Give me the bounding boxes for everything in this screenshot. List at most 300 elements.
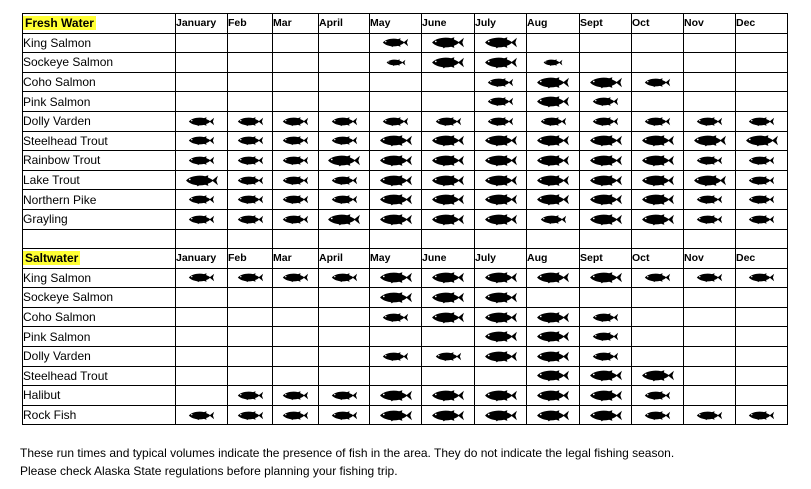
month-cell (273, 209, 319, 229)
fish-icon (237, 175, 264, 186)
month-cell (422, 209, 475, 229)
month-header: Oct (632, 14, 684, 34)
fish-icon (644, 390, 671, 401)
fish-icon (644, 272, 671, 283)
month-cell (176, 72, 228, 92)
month-cell (684, 170, 736, 190)
fish-icon (487, 116, 514, 127)
month-cell (684, 307, 736, 327)
fish-icon (484, 56, 518, 69)
month-cell (580, 151, 632, 171)
species-row (23, 386, 788, 406)
species-row (23, 53, 788, 73)
month-cell (527, 268, 580, 288)
saltwater-section-title-cell (23, 249, 176, 269)
fish-icon (693, 174, 727, 187)
month-cell (527, 111, 580, 131)
month-cell (684, 386, 736, 406)
fresh-water-header-row (23, 14, 788, 34)
empty-cell (475, 229, 527, 249)
month-cell (527, 209, 580, 229)
month-cell (632, 405, 684, 425)
month-cell (580, 131, 632, 151)
fish-icon (484, 193, 518, 206)
fish-icon (331, 390, 358, 401)
fish-icon (748, 116, 775, 127)
fish-icon (641, 213, 675, 226)
fish-icon (331, 135, 358, 146)
fish-icon (696, 194, 723, 205)
fish-icon (188, 194, 215, 205)
fish-icon (382, 351, 409, 362)
fish-icon (237, 410, 264, 421)
fish-icon (379, 134, 413, 147)
month-cell (370, 209, 422, 229)
fish-icon (484, 330, 518, 343)
month-cell (527, 327, 580, 347)
fish-icon (484, 350, 518, 363)
month-cell (684, 209, 736, 229)
month-cell (736, 92, 788, 112)
month-cell (475, 346, 527, 366)
month-cell (228, 151, 273, 171)
month-cell (475, 405, 527, 425)
month-cell (684, 366, 736, 386)
month-header: July (475, 249, 527, 269)
fish-icon (379, 291, 413, 304)
species-row (23, 268, 788, 288)
month-cell (580, 170, 632, 190)
month-cell (736, 111, 788, 131)
month-cell (684, 72, 736, 92)
species-name: Halibut (23, 386, 176, 406)
month-cell (527, 131, 580, 151)
empty-cell (23, 229, 176, 249)
month-cell (228, 346, 273, 366)
month-cell (228, 366, 273, 386)
fish-icon (431, 213, 465, 226)
fish-icon (536, 174, 570, 187)
month-cell (319, 111, 370, 131)
month-cell (273, 288, 319, 308)
month-cell (580, 190, 632, 210)
fish-icon (589, 134, 623, 147)
month-cell (684, 53, 736, 73)
species-name: Dolly Varden (23, 346, 176, 366)
month-cell (273, 366, 319, 386)
species-row (23, 111, 788, 131)
species-name: King Salmon (23, 268, 176, 288)
month-cell (319, 92, 370, 112)
month-cell (736, 327, 788, 347)
month-cell (527, 366, 580, 386)
month-cell (422, 405, 475, 425)
month-cell (176, 170, 228, 190)
fish-icon (282, 194, 309, 205)
month-cell (228, 53, 273, 73)
empty-cell (736, 229, 788, 249)
month-cell (684, 190, 736, 210)
month-cell (273, 151, 319, 171)
fish-icon (589, 154, 623, 167)
species-row (23, 170, 788, 190)
month-header: May (370, 249, 422, 269)
fish-icon (745, 134, 779, 147)
month-cell (736, 288, 788, 308)
month-header: Dec (736, 249, 788, 269)
month-cell (527, 72, 580, 92)
month-header: Sept (580, 249, 632, 269)
month-cell (273, 170, 319, 190)
month-cell (319, 346, 370, 366)
month-cell (228, 307, 273, 327)
fish-icon (748, 175, 775, 186)
fish-icon (536, 389, 570, 402)
month-cell (319, 366, 370, 386)
fish-icon (382, 116, 409, 127)
species-row (23, 190, 788, 210)
fish-icon (431, 409, 465, 422)
fish-icon (748, 272, 775, 283)
fish-icon (382, 37, 409, 48)
month-cell (736, 170, 788, 190)
empty-cell (580, 229, 632, 249)
species-name: Rock Fish (23, 405, 176, 425)
fish-icon (431, 134, 465, 147)
month-cell (736, 268, 788, 288)
species-row (23, 151, 788, 171)
fish-icon (484, 271, 518, 284)
fish-icon (748, 194, 775, 205)
fish-icon (589, 369, 623, 382)
fish-icon (484, 409, 518, 422)
month-cell (273, 346, 319, 366)
fish-icon (188, 214, 215, 225)
month-cell (370, 92, 422, 112)
month-header: Mar (273, 249, 319, 269)
species-name: Steelhead Trout (23, 366, 176, 386)
month-cell (527, 288, 580, 308)
empty-cell (273, 229, 319, 249)
month-header: April (319, 249, 370, 269)
fish-icon (282, 175, 309, 186)
fish-icon (748, 214, 775, 225)
month-cell (176, 327, 228, 347)
month-cell (176, 33, 228, 53)
species-row (23, 307, 788, 327)
month-cell (319, 288, 370, 308)
month-header: January (176, 14, 228, 34)
fish-icon (327, 154, 361, 167)
month-cell (475, 386, 527, 406)
month-cell (228, 33, 273, 53)
fish-icon (536, 369, 570, 382)
fish-icon (487, 96, 514, 107)
month-cell (370, 366, 422, 386)
fish-icon (536, 95, 570, 108)
fish-icon (644, 77, 671, 88)
fish-icon (589, 76, 623, 89)
fish-icon (589, 213, 623, 226)
month-cell (736, 131, 788, 151)
fish-icon (696, 214, 723, 225)
month-cell (176, 288, 228, 308)
month-cell (422, 288, 475, 308)
month-cell (422, 131, 475, 151)
fish-icon (431, 291, 465, 304)
fish-icon (641, 369, 675, 382)
month-cell (475, 327, 527, 347)
month-cell (273, 307, 319, 327)
month-cell (319, 72, 370, 92)
fish-icon (379, 389, 413, 402)
fish-icon (237, 116, 264, 127)
fish-icon (188, 155, 215, 166)
spacer-row (23, 229, 788, 249)
month-cell (370, 131, 422, 151)
month-cell (632, 170, 684, 190)
month-header: May (370, 14, 422, 34)
fish-icon (536, 76, 570, 89)
fish-icon (331, 175, 358, 186)
month-cell (736, 33, 788, 53)
month-cell (684, 151, 736, 171)
month-cell (319, 327, 370, 347)
fish-icon (431, 56, 465, 69)
month-cell (319, 33, 370, 53)
month-cell (527, 190, 580, 210)
fish-icon (484, 36, 518, 49)
month-cell (228, 170, 273, 190)
fish-icon (331, 194, 358, 205)
fish-icon (589, 193, 623, 206)
month-cell (475, 151, 527, 171)
month-cell (273, 53, 319, 73)
fresh-water-table (22, 13, 788, 249)
month-cell (422, 111, 475, 131)
fish-icon (536, 134, 570, 147)
fish-icon (431, 193, 465, 206)
fish-icon (188, 135, 215, 146)
month-cell (370, 170, 422, 190)
month-cell (580, 53, 632, 73)
month-cell (319, 53, 370, 73)
month-header: Nov (684, 249, 736, 269)
fish-icon (644, 410, 671, 421)
month-cell (370, 53, 422, 73)
month-cell (273, 405, 319, 425)
month-cell (370, 386, 422, 406)
fish-icon (331, 410, 358, 421)
fish-icon (536, 409, 570, 422)
month-cell (475, 33, 527, 53)
fish-icon (592, 116, 619, 127)
month-cell (527, 92, 580, 112)
month-cell (176, 53, 228, 73)
species-row (23, 209, 788, 229)
fish-icon (536, 271, 570, 284)
month-cell (632, 33, 684, 53)
fish-icon (282, 214, 309, 225)
fish-icon (592, 312, 619, 323)
month-cell (273, 131, 319, 151)
month-cell (632, 209, 684, 229)
month-cell (736, 366, 788, 386)
month-cell (273, 268, 319, 288)
month-cell (632, 151, 684, 171)
fish-icon (331, 116, 358, 127)
month-cell (273, 92, 319, 112)
month-cell (370, 288, 422, 308)
month-cell (422, 190, 475, 210)
fish-icon (536, 330, 570, 343)
month-cell (370, 72, 422, 92)
month-cell (736, 209, 788, 229)
species-name: Sockeye Salmon (23, 288, 176, 308)
fish-icon (484, 291, 518, 304)
month-cell (370, 346, 422, 366)
fish-icon (484, 213, 518, 226)
fish-icon (487, 77, 514, 88)
species-name: Sockeye Salmon (23, 53, 176, 73)
fish-icon (379, 409, 413, 422)
month-cell (370, 190, 422, 210)
fish-icon (484, 154, 518, 167)
fish-icon (484, 311, 518, 324)
empty-cell (684, 229, 736, 249)
month-cell (736, 72, 788, 92)
month-cell (475, 111, 527, 131)
month-cell (475, 131, 527, 151)
fish-icon (696, 272, 723, 283)
month-cell (370, 33, 422, 53)
month-cell (632, 72, 684, 92)
month-cell (684, 346, 736, 366)
species-name: Coho Salmon (23, 307, 176, 327)
month-cell (475, 92, 527, 112)
fish-icon (431, 271, 465, 284)
month-cell (475, 209, 527, 229)
month-cell (736, 190, 788, 210)
empty-cell (422, 229, 475, 249)
month-cell (580, 268, 632, 288)
month-header: Mar (273, 14, 319, 34)
month-cell (176, 405, 228, 425)
month-cell (632, 92, 684, 112)
month-cell (176, 366, 228, 386)
month-cell (176, 209, 228, 229)
month-cell (319, 131, 370, 151)
month-cell (228, 405, 273, 425)
month-cell (176, 131, 228, 151)
month-cell (273, 33, 319, 53)
month-cell (319, 307, 370, 327)
month-cell (370, 268, 422, 288)
month-cell (632, 268, 684, 288)
saltwater-header-row (23, 249, 788, 269)
species-name: Dolly Varden (23, 111, 176, 131)
fish-icon (435, 351, 462, 362)
month-cell (273, 190, 319, 210)
month-header: June (422, 14, 475, 34)
month-cell (319, 170, 370, 190)
species-row (23, 72, 788, 92)
month-cell (632, 111, 684, 131)
month-cell (684, 327, 736, 347)
species-name: Pink Salmon (23, 327, 176, 347)
month-cell (319, 209, 370, 229)
month-cell (176, 346, 228, 366)
month-cell (580, 209, 632, 229)
fish-icon (589, 174, 623, 187)
month-cell (475, 366, 527, 386)
fish-icon (592, 331, 619, 342)
fish-icon (540, 116, 567, 127)
month-cell (228, 72, 273, 92)
month-cell (228, 190, 273, 210)
species-name: Rainbow Trout (23, 151, 176, 171)
fish-icon (641, 134, 675, 147)
month-cell (422, 170, 475, 190)
species-row (23, 327, 788, 347)
month-header: April (319, 14, 370, 34)
month-cell (422, 268, 475, 288)
month-cell (319, 190, 370, 210)
fish-icon (748, 155, 775, 166)
month-cell (228, 92, 273, 112)
month-cell (736, 53, 788, 73)
month-cell (527, 151, 580, 171)
fish-icon (237, 135, 264, 146)
month-cell (370, 405, 422, 425)
species-row (23, 288, 788, 308)
month-cell (475, 170, 527, 190)
month-cell (273, 386, 319, 406)
month-cell (319, 151, 370, 171)
month-cell (527, 346, 580, 366)
month-header: Aug (527, 249, 580, 269)
fish-icon (536, 193, 570, 206)
fish-icon (536, 311, 570, 324)
fish-icon (382, 312, 409, 323)
month-header: Oct (632, 249, 684, 269)
month-header: Feb (228, 14, 273, 34)
species-row (23, 366, 788, 386)
month-cell (580, 386, 632, 406)
fish-icon (431, 154, 465, 167)
fish-icon (748, 410, 775, 421)
month-cell (228, 288, 273, 308)
fish-icon (536, 154, 570, 167)
month-cell (684, 268, 736, 288)
month-header: Sept (580, 14, 632, 34)
month-cell (580, 346, 632, 366)
month-cell (176, 92, 228, 112)
month-cell (176, 190, 228, 210)
fish-icon (589, 409, 623, 422)
month-cell (527, 405, 580, 425)
month-cell (370, 111, 422, 131)
month-cell (736, 386, 788, 406)
month-cell (273, 327, 319, 347)
month-header: Aug (527, 14, 580, 34)
empty-cell (228, 229, 273, 249)
saltwater-table (22, 248, 788, 425)
fish-icon (379, 271, 413, 284)
month-cell (422, 53, 475, 73)
month-cell (422, 151, 475, 171)
month-cell (580, 111, 632, 131)
